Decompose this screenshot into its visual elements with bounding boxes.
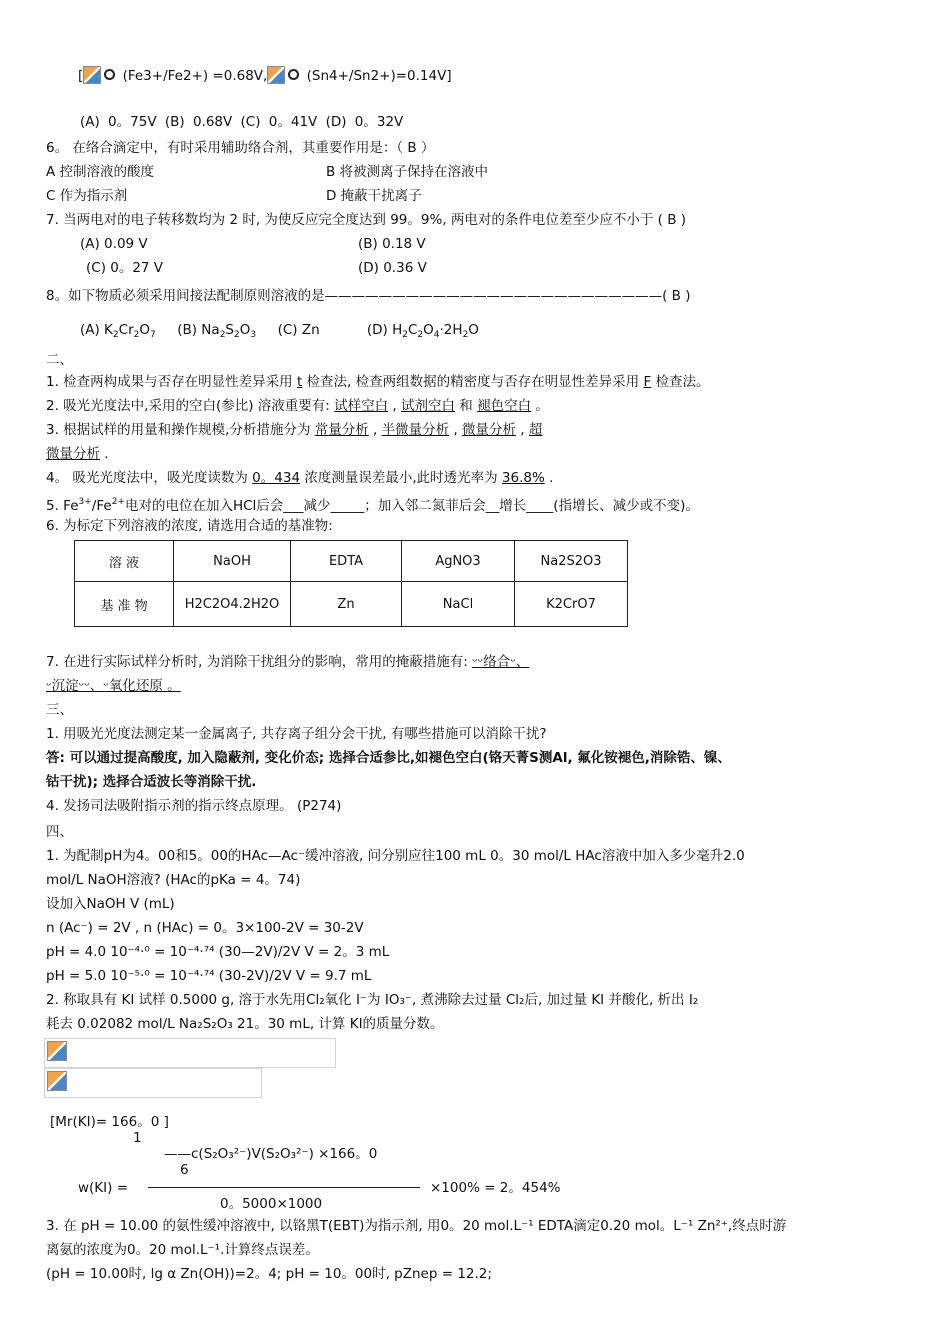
broken-image-icon xyxy=(267,66,285,84)
calc-1-step-2: pH = 4.0 10⁻⁴·⁰ = 10⁻⁴·⁷⁴ (30—2V)/2V V = 2。3 mL xyxy=(46,944,390,960)
table-row xyxy=(75,541,628,582)
fill-2-end: 。 xyxy=(531,398,549,414)
fill-7 xyxy=(46,652,529,672)
fill-2-text: 2. 吸光光度法中,采用的空白(参比) 溶液重要有: xyxy=(46,398,335,414)
broken-image-icon xyxy=(83,66,101,84)
potential-line xyxy=(78,66,452,86)
table-cell: K2CrO7 xyxy=(515,582,628,627)
fraction-lhs: w(KI) = xyxy=(78,1180,129,1196)
equation-image-placeholder xyxy=(44,1068,262,1098)
fraction-rhs: ×100% = 2。454% xyxy=(430,1180,561,1196)
calc-3-cont: 离氨的浓度为0。20 mol.L⁻¹.计算终点误差。 xyxy=(46,1242,319,1258)
sn-potential: (Sn4+/Sn2+)=0.14V] xyxy=(302,68,452,84)
q7-option-a: (A) 0.09 V xyxy=(80,236,148,252)
table-cell: H2C2O4.2H2O xyxy=(174,582,291,627)
fill-3 xyxy=(46,420,542,440)
section-4-heading: 四、 xyxy=(46,824,73,840)
question-6: 6。 在络合滴定中，有时采用辅助络合剂，其重要作用是：（ B ） xyxy=(46,140,435,156)
fraction-one: 1 xyxy=(133,1130,142,1146)
fill-4-end: . xyxy=(544,470,554,486)
fill-2-sep: , xyxy=(388,398,402,414)
fill-3-answer-4b: 微量分析 xyxy=(46,446,100,462)
q7-option-b: (B) 0.18 V xyxy=(358,236,426,252)
table-cell: NaCl xyxy=(402,582,515,627)
essay-1: 1. 用吸光光度法测定某一金属离子, 共存离子组分会干扰, 有哪些措施可以消除干扰? xyxy=(46,726,547,742)
fill-3-text: 3. 根据试样的用量和操作规模,分析措施分为 xyxy=(46,422,315,438)
fill-3-sep-3: , xyxy=(516,422,529,438)
q8-option-c: (C) Zn xyxy=(277,322,320,338)
fill-3-answer-2: 半微量分析 xyxy=(381,422,450,438)
section-3-heading: 三、 xyxy=(46,702,73,718)
q8-options: (A) $K_2Cr_2O_7$ (B) $Na_2S_2O_3$ (C) Zn (D) $H_2C_2O_4\cdot 2H_2O$ xyxy=(80,322,479,340)
fill-4-answer-2: 36.8% xyxy=(501,470,545,486)
calc-3: 3. 在 pH = 10.00 的氨性缓冲溶液中, 以铬黑T(EBT)为指示剂, 用0。20 mol.L⁻¹ EDTA滴定0.20 mol。L⁻¹ Zn²⁺,终点时游 xyxy=(46,1218,787,1234)
options-q5: (A) 0。75V (B) 0.68V (C) 0。41V (D) 0。32V xyxy=(80,114,404,130)
calc-2: 2. 称取具有 KI 试样 0.5000 g, 溶于水先用Cl₂氧化 I⁻为 IO₃⁻, 煮沸除去过量 Cl₂后, 加过量 KI 并酸化, 析出 I₂ xyxy=(46,992,699,1008)
standard-substance-table xyxy=(74,540,628,627)
calc-1-step-1: n (Ac⁻) = 2V , n (HAc) = 0。3×100-2V = 30-2V xyxy=(46,920,364,936)
fill-1-text-2: 检查法, 检查两组数据的精密度与否存在明显性差异采用 xyxy=(302,374,644,390)
fill-1 xyxy=(46,372,710,392)
fill-3-sep-2: , xyxy=(449,422,463,438)
question-7: 7. 当两电对的电子转移数均为 2 时, 为使反应完全度达到 99。9%, 两电对的条件电位差至少应不小于 ( B ) xyxy=(46,212,687,228)
fraction-six: 6 xyxy=(180,1162,189,1178)
fill-2-answer-3: 褪色空白 xyxy=(477,398,532,414)
fraction-bar xyxy=(148,1187,420,1188)
fraction-numerator: ——c(S₂O₃²⁻)V(S₂O₃²⁻) ×166。0 xyxy=(164,1146,378,1162)
bracket-open: [ xyxy=(78,68,84,84)
table-cell: 基 准 物 xyxy=(75,582,174,627)
fill-3-sep: , xyxy=(368,422,382,438)
essay-1-answer: 答: 可以通过提高酸度, 加入隐蔽剂, 变化价态; 选择合适参比,如褪色空白(铬天菁S测Al, 氟化铵褪色,消除锆、镍、 xyxy=(46,750,731,766)
calc-1-setup: 设加入NaOH V (mL) xyxy=(46,896,175,912)
fe-potential: (Fe3+/Fe2+) =0.68V, xyxy=(118,68,268,84)
q7-option-d: (D) 0.36 V xyxy=(358,260,427,276)
fill-2-answer-1: 试样空白 xyxy=(334,398,389,414)
q6-option-c: C 作为指示剂 xyxy=(46,188,128,204)
molar-mass: [Mr(KI)= 166。0 ] xyxy=(50,1114,169,1130)
fill-1-text-3: 检查法。 xyxy=(651,374,710,390)
fill-3-cont xyxy=(46,444,109,464)
fill-7-answer-2: ᵕ沉淀ᵕᵕ、ᵕ氧化还原 。 xyxy=(46,678,181,694)
fill-7-text: 7. 在进行实际试样分析时, 为消除干扰组分的影响，常用的掩蔽措施有: xyxy=(46,654,473,670)
essay-4: 4. 发扬司法吸附指示剂的指示终点原理。 (P274) xyxy=(46,798,342,814)
table-row xyxy=(75,582,628,627)
fill-4-text-2: 浓度测量误差最小,此时透光率为 xyxy=(300,470,502,486)
table-cell: 溶 液 xyxy=(75,541,174,582)
fill-6: 6. 为标定下列溶液的浓度, 请选用合适的基准物: xyxy=(46,518,333,534)
calc-1-cont: mol/L NaOH溶液? (HAc的pKa = 4。74) xyxy=(46,872,301,888)
fill-4-text: 4。 吸光光度法中，吸光度读数为 xyxy=(46,470,253,486)
calc-1: 1. 为配制pH为4。00和5。00的HAc—Ac⁻缓冲溶液, 问分别应往100 mL 0。30 mol/L HAc溶液中加入多少毫升2.0 xyxy=(46,848,745,864)
fill-3-end: . xyxy=(100,446,109,462)
fill-5 xyxy=(46,492,699,516)
table-cell: EDTA xyxy=(291,541,402,582)
essay-1-answer-cont: 钴干扰); 选择合适波长等消除干扰. xyxy=(46,774,257,790)
fill-2 xyxy=(46,396,549,416)
q6-option-d: D 掩蔽干扰离子 xyxy=(326,188,422,204)
fill-1-text: 1. 检查两构成果与否存在明显性差异采用 xyxy=(46,374,297,390)
question-8: 8。如下物质必须采用间接法配制原则溶液的是—————————————————————————( B ) xyxy=(46,288,691,304)
fill-5-fe: 5. Fe xyxy=(46,498,79,514)
fill-5-sup-2: 2+ xyxy=(111,497,125,507)
fill-4 xyxy=(46,468,553,488)
circle-symbol xyxy=(288,69,299,80)
fill-2-answer-2: 试剂空白 xyxy=(401,398,456,414)
equation-image-placeholder xyxy=(44,1038,336,1068)
table-cell: Zn xyxy=(291,582,402,627)
fill-5-sup-1: 3+ xyxy=(78,497,92,507)
fill-3-answer-1: 常量分析 xyxy=(314,422,369,438)
q6-option-b: B 将被测离子保持在溶液中 xyxy=(326,164,489,180)
fill-3-answer-3: 微量分析 xyxy=(462,422,517,438)
fraction-denominator: 0。5000×1000 xyxy=(220,1196,323,1212)
fill-2-and: 和 xyxy=(455,398,478,414)
table-cell: NaOH xyxy=(174,541,291,582)
fill-7-answer-1: ᵕᵕ络合ᵕ、 xyxy=(472,654,530,670)
table-cell: Na2S2O3 xyxy=(515,541,628,582)
fill-4-answer-1: 0。434 xyxy=(252,470,301,486)
calc-1-step-3: pH = 5.0 10⁻⁵·⁰ = 10⁻⁴·⁷⁴ (30-2V)/2V V = 9.7 mL xyxy=(46,968,372,984)
calc-2-cont: 耗去 0.02082 mol/L Na₂S₂O₃ 21。30 mL, 计算 KI的质量分数。 xyxy=(46,1016,444,1032)
q7-option-c: (C) 0。27 V xyxy=(86,260,164,276)
broken-image-icon xyxy=(47,1041,67,1061)
calc-3-data: (pH = 10.00时, lg α Zn(OH))=2。4; pH = 10。00时, pZnep = 12.2; xyxy=(46,1266,492,1282)
q8-option-b: (B) Na xyxy=(177,322,220,338)
section-2-heading: 二、 xyxy=(46,352,73,368)
fill-5-text: 电对的电位在加入HCl后会___减少_____；加入邻二氮菲后会__增长____(指增长、减少或不变)。 xyxy=(124,498,699,514)
fill-3-answer-4a: 超 xyxy=(528,422,543,438)
fill-5-fe-2: /Fe xyxy=(91,498,112,514)
q8-option-d: (D) H xyxy=(366,322,403,338)
broken-image-icon xyxy=(47,1071,67,1091)
fill-1-answer-f: F xyxy=(643,374,652,390)
circle-symbol xyxy=(104,69,115,80)
table-cell: AgNO3 xyxy=(402,541,515,582)
q8-option-a: (A) K xyxy=(80,322,113,338)
q6-option-a: A 控制溶液的酸度 xyxy=(46,164,155,180)
fill-1-answer-t: t xyxy=(296,374,303,390)
